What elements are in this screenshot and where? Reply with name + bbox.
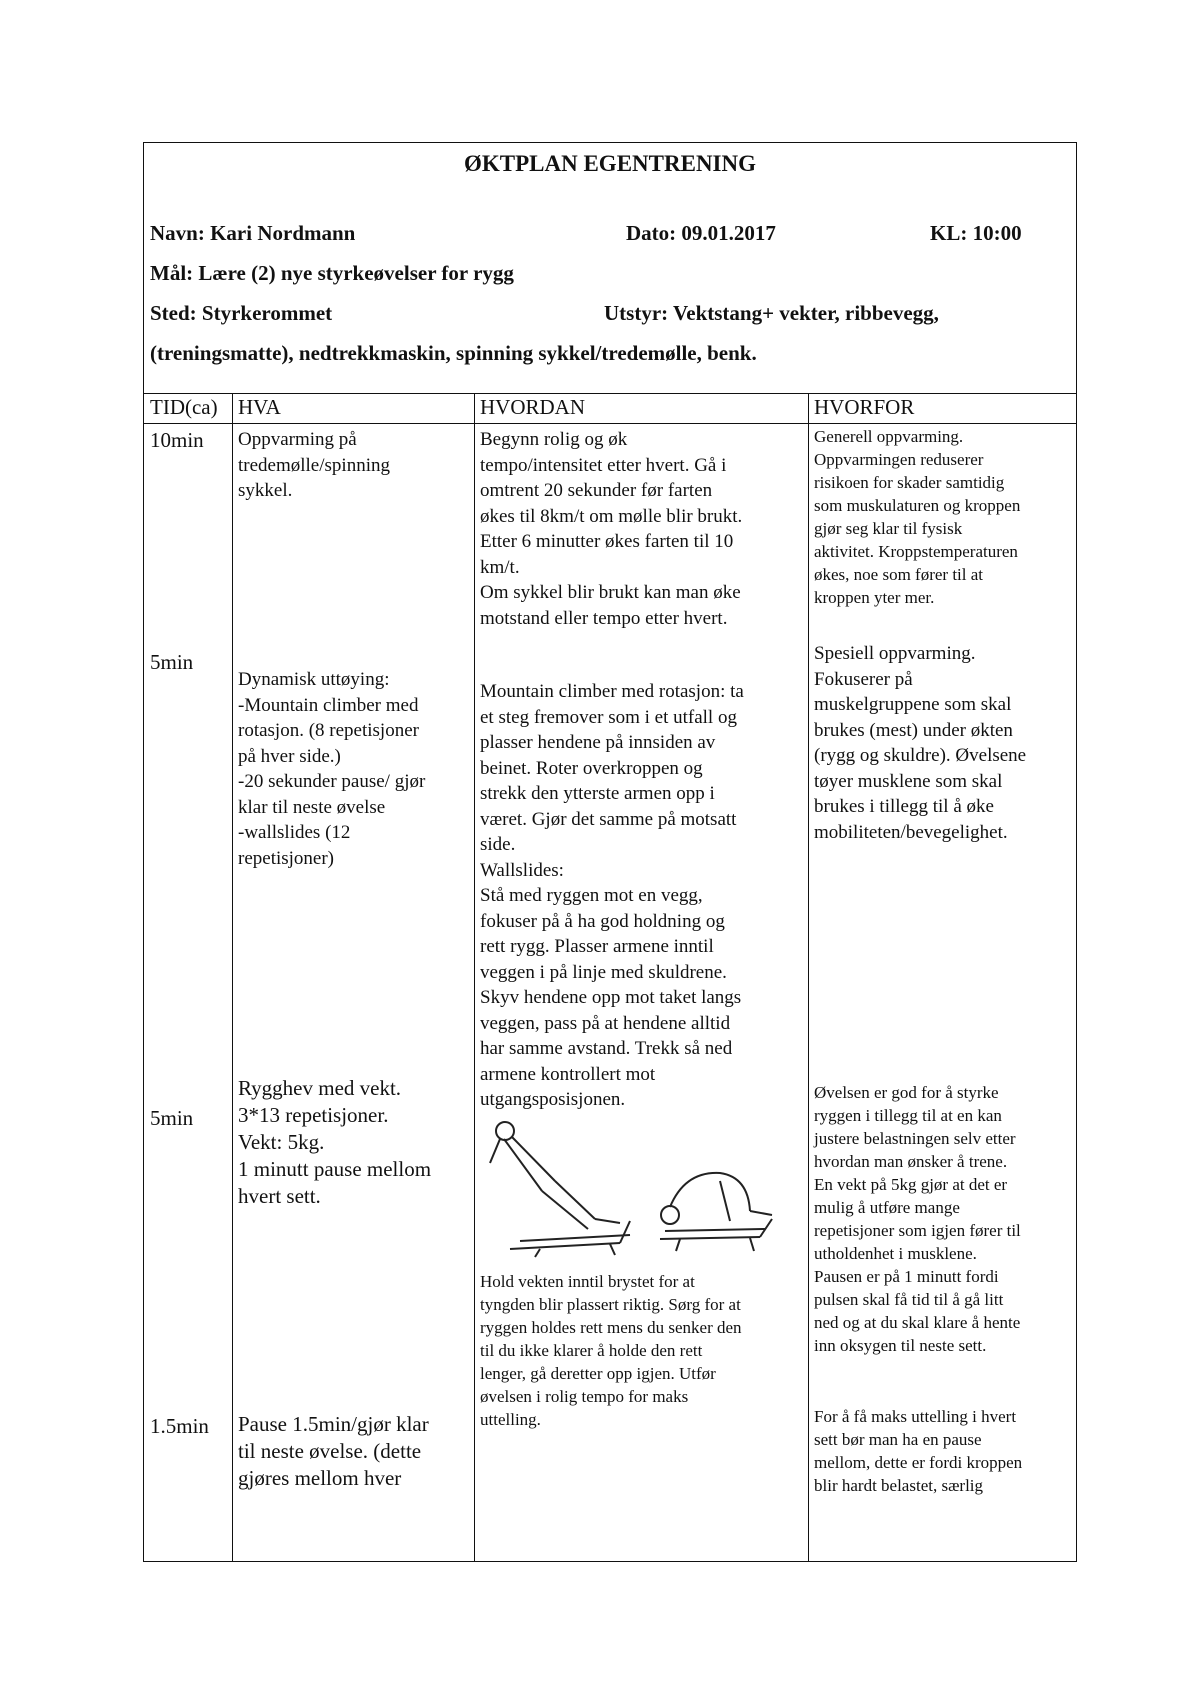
- session-plan-document: [143, 142, 1077, 1562]
- row-how: Begynn rolig og øk tempo/intensitet etter hvert. Gå i omtrent 20 sekunder før farten økes til 8km/t om mølle blir brukt. Etter 6 minutter økes farten til 10 km/t. Om sykkel blir brukt kan man øke motstand eller tempo etter hvert.: [480, 429, 743, 629]
- table-header-row: [144, 393, 1076, 424]
- row-what: Pause 1.5min/gjør klar til neste øvelse. (dette gjøres mellom hver: [238, 1412, 429, 1490]
- equipment-field: Utstyr: Vektstang+ vekter, ribbevegg,: [604, 301, 939, 325]
- row-what: Rygghev med vekt. 3*13 repetisjoner. Vekt: 5kg. 1 minutt pause mellom hvert sett.: [238, 1076, 432, 1208]
- row-time: 5min: [150, 1106, 194, 1130]
- row-what: Oppvarming på tredemølle/spinning sykkel.: [238, 429, 390, 501]
- row-time: 10min: [150, 428, 204, 452]
- row-why: Spesiell oppvarming. Fokuserer på muskelgruppene som skal brukes (mest) under økten (rygg og skuldre). Øvelsene tøyer musklene som skal brukes i tillegg til å øke mobiliteten/bevegelighet.: [814, 643, 1027, 843]
- row-why: Øvelsen er god for å styrke ryggen i tillegg til at en kan justere belastningen selv etter hvordan man ønsker å trene. En vekt på 5kg gjør at det er mulig å utføre mange repetisjoner som igjen fører til utholdenhet i musklene. Pausen er på 1 minutt fordi pulsen skal få tid til å gå litt ned og at du skal klare å hente inn oksygen til neste sett.: [814, 1083, 1021, 1355]
- plan-header: [144, 143, 1076, 394]
- column-divider: [474, 393, 475, 1561]
- row-how: Hold vekten inntil brystet for at tyngden blir plassert riktig. Sørg for at ryggen holdes rett mens du senker den til du ikke klarer å holde den rett lenger, gå deretter opp igjen. Utfør øvelsen i rolig tempo for maks uttelling.: [480, 1272, 742, 1429]
- goal-field: Mål: Lære (2) nye styrkeøvelser for rygg: [150, 261, 514, 285]
- equipment-continued: (treningsmatte), nedtrekkmaskin, spinning sykkel/tredemølle, benk.: [150, 341, 757, 365]
- row-how: Mountain climber med rotasjon: ta et steg fremover som i et utfall og plasser hendene på innsiden av beinet. Roter overkroppen og strekk den ytterste armen opp i været. Gjør det samme på motsatt side. Wallslides: Stå med ryggen mot en vegg, fokuser på å ha god holdning og rett rygg. Plasser armene inntil veggen i på linje med skuldrene. Skyv hendene opp mot taket langs veggen, pass på at hendene alltid har samme avstand. Trekk så ned armene kontrollert mot utgangsposisjonen.: [480, 681, 744, 1110]
- column-header-how: HVORDAN: [480, 395, 585, 419]
- document-title: ØKTPLAN EGENTRENING: [463, 151, 756, 176]
- back-extension-exercise-figures: [480, 1111, 800, 1259]
- date-field: Dato: 09.01.2017: [626, 221, 776, 245]
- row-why: For å få maks uttelling i hvert sett bør man ha en pause mellom, dette er fordi kroppen blir hardt belastet, særlig: [814, 1407, 1023, 1495]
- name-field: Navn: Kari Nordmann: [150, 221, 356, 245]
- column-header-what: HVA: [238, 395, 281, 419]
- row-what: Dynamisk uttøying: -Mountain climber med rotasjon. (8 repetisjoner på hver side.) -20 sekunder pause/ gjør klar til neste øvelse -wallslides (12 repetisjoner): [238, 669, 426, 869]
- time-field: KL: 10:00: [930, 221, 1022, 245]
- row-time: 1.5min: [150, 1414, 209, 1438]
- row-time: 5min: [150, 650, 194, 674]
- row-why: Generell oppvarming. Oppvarmingen reduserer risikoen for skader samtidig som muskulaturen og kroppen gjør seg klar til fysisk aktivitet. Kroppstemperaturen økes, noe som fører til at kroppen yter mer.: [814, 427, 1021, 607]
- place-field: Sted: Styrkerommet: [150, 301, 333, 325]
- column-header-why: HVORFOR: [814, 395, 915, 419]
- column-divider: [232, 393, 233, 1561]
- column-divider: [808, 393, 809, 1561]
- column-header-time: TID(ca): [150, 395, 218, 419]
